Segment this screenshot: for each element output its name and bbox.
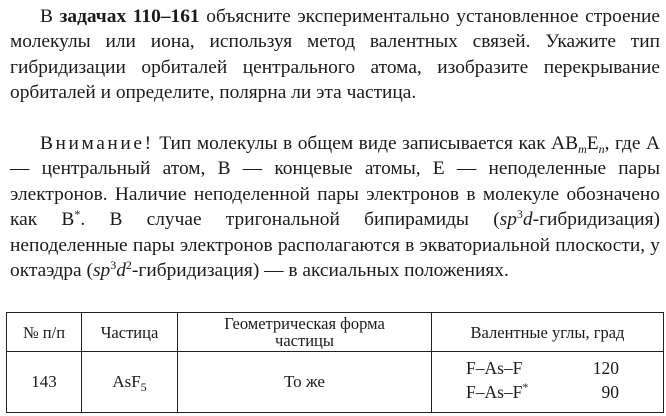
subscript-m: m [578, 142, 587, 156]
particle-formula: AsF [112, 372, 141, 391]
header-particle: Частица [82, 313, 178, 352]
para2-text-2: E [586, 133, 599, 154]
table-header-row [7, 313, 664, 352]
task-range: задачах 110–161 [59, 6, 200, 27]
subscript-n: n [598, 142, 605, 156]
header-angles: Валентные углы, град [432, 313, 664, 352]
para2-text-6: -гибридизация) — в аксиальных положениях. [131, 260, 509, 282]
cell-number: 143 [7, 352, 82, 413]
attention-paragraph [10, 131, 660, 283]
sp-label-1: sp [499, 209, 517, 231]
angle-line [432, 382, 663, 404]
attention-label: Внимание! [40, 133, 154, 154]
angle-name-text: F–As–F [466, 358, 523, 378]
para2-text-3: , где A — центральный атом, B — концевые атомы, E — неподеленные пары электронов. Наличие неподеленной пары электронов в молекуле обозначено как B [10, 133, 660, 231]
cell-angles [432, 352, 664, 413]
particle-subscript: 5 [140, 380, 147, 394]
angle-star: * [522, 380, 529, 394]
table-row [7, 352, 664, 413]
angle-value: 120 [592, 358, 619, 378]
header-shape-text: Геометрическая форма частицы [224, 314, 385, 350]
angle-name [466, 358, 522, 379]
cell-shape: То же [178, 352, 432, 413]
superscript-3a: 3 [516, 207, 523, 222]
superscript-3b: 3 [110, 258, 117, 273]
header-number: № п/п [7, 313, 82, 352]
sp-label-2: sp [92, 260, 111, 282]
molecule-table [6, 312, 664, 413]
angle-line [432, 358, 663, 380]
para1-text: объясните экспериментально установленное строение молекулы или иона, используя метод валентных связей. Укажите тип гибридизации орбиталей центрального атома, изобразите перекрывание орбиталей и определите, полярна ли эта частица. [10, 6, 661, 104]
instruction-paragraph [10, 4, 660, 106]
para2-text-5: -гибридизация) неподеленные пары электронов располагаются в экваториальной плоскости, у октаэдра ( [10, 209, 660, 282]
para2-text-1: Тип молекулы в общем виде записывается как AB [153, 133, 579, 154]
angle-value: 90 [601, 382, 619, 402]
cell-particle [82, 352, 178, 413]
d-label-1: d [522, 209, 533, 231]
angle-name-text: F–As–F [466, 382, 523, 402]
para1-intro: В [40, 6, 60, 27]
superscript-star: * [74, 207, 81, 222]
header-shape [178, 313, 432, 352]
superscript-2: 2 [125, 258, 132, 273]
angle-name [466, 382, 528, 403]
d-label-2: d [116, 260, 126, 282]
para2-text-4: . В случае тригональной бипирамиды ( [80, 209, 500, 231]
